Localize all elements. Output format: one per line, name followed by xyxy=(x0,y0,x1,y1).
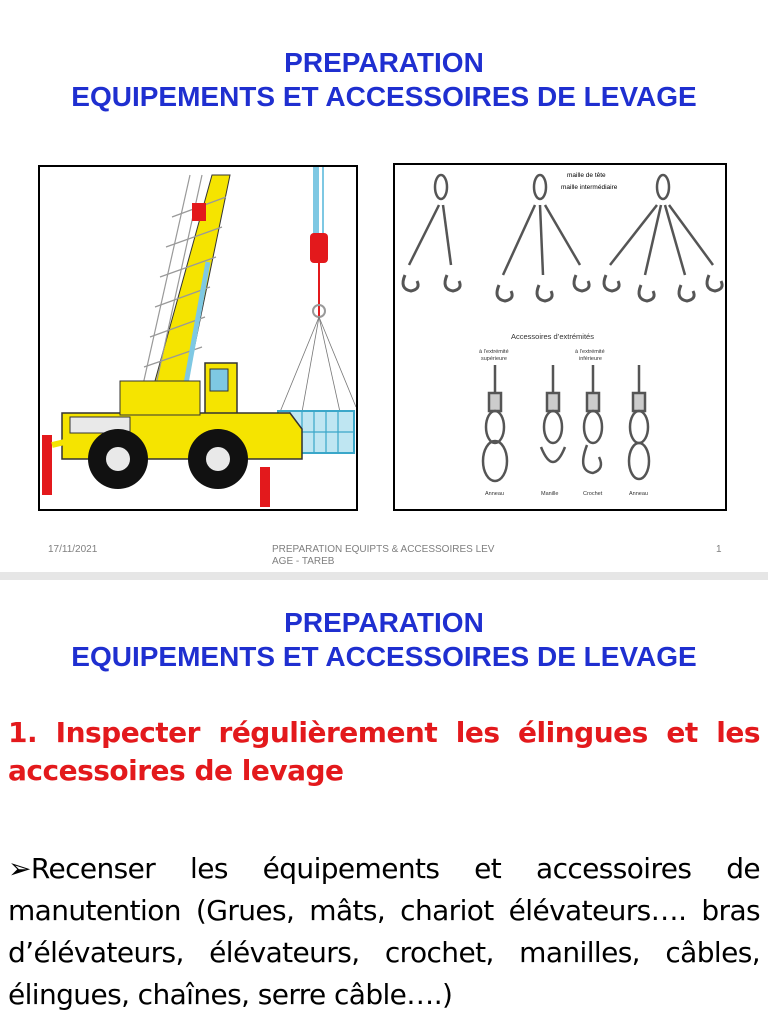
label-intermediate-link: maille intermédiaire xyxy=(561,184,618,191)
footer-page-number: 1 xyxy=(716,544,722,555)
slings-illustration xyxy=(393,163,727,511)
lower-end-label-2: inférieure xyxy=(579,356,602,362)
upper-end-label: à l’extrémité xyxy=(479,349,509,355)
arrow-bullet-icon: ➢ xyxy=(8,852,31,885)
footer-title: PREPARATION EQUIPTS & ACCESSOIRES LEV AGE - TAREB xyxy=(272,544,495,567)
bullet-paragraph xyxy=(8,848,760,1016)
crane-illustration xyxy=(38,165,358,511)
title-line-2: EQUIPEMENTS ET ACCESSOIRES DE LEVAGE xyxy=(71,641,697,672)
end-accessories-title: Accessoires d’extrémités xyxy=(511,332,594,341)
mobile-crane-icon xyxy=(40,167,356,509)
chain-slings-icon xyxy=(395,165,725,509)
slide-title xyxy=(0,606,768,674)
title-line-2: EQUIPEMENTS ET ACCESSOIRES DE LEVAGE xyxy=(71,81,697,112)
section-heading: 1. Inspecter régulièrement les élingues et les accessoires de levage xyxy=(8,716,760,787)
bullet-text: Recenser les équipements et accessoires de manutention (Grues, mâts, chariot élévateurs…. bras d’élévateurs, élévateurs, crochet, manilles, câbles, élingues, chaînes, serre câble….) xyxy=(8,852,760,1011)
footer-date: 17/11/2021 xyxy=(48,544,98,555)
label-hook: Crochet xyxy=(583,491,603,497)
label-head-link: maille de tête xyxy=(567,172,606,179)
lower-end-label: à l’extrémité xyxy=(575,349,605,355)
label-ring-2: Anneau xyxy=(629,491,648,497)
title-line-1: PREPARATION xyxy=(284,607,484,638)
title-line-1: PREPARATION xyxy=(284,47,484,78)
slide-title xyxy=(0,46,768,114)
slide-2 xyxy=(0,580,768,1024)
slide-separator xyxy=(0,572,768,580)
upper-end-label-2: supérieure xyxy=(481,356,507,362)
label-shackle: Manille xyxy=(541,491,559,497)
label-ring-1: Anneau xyxy=(485,491,504,497)
